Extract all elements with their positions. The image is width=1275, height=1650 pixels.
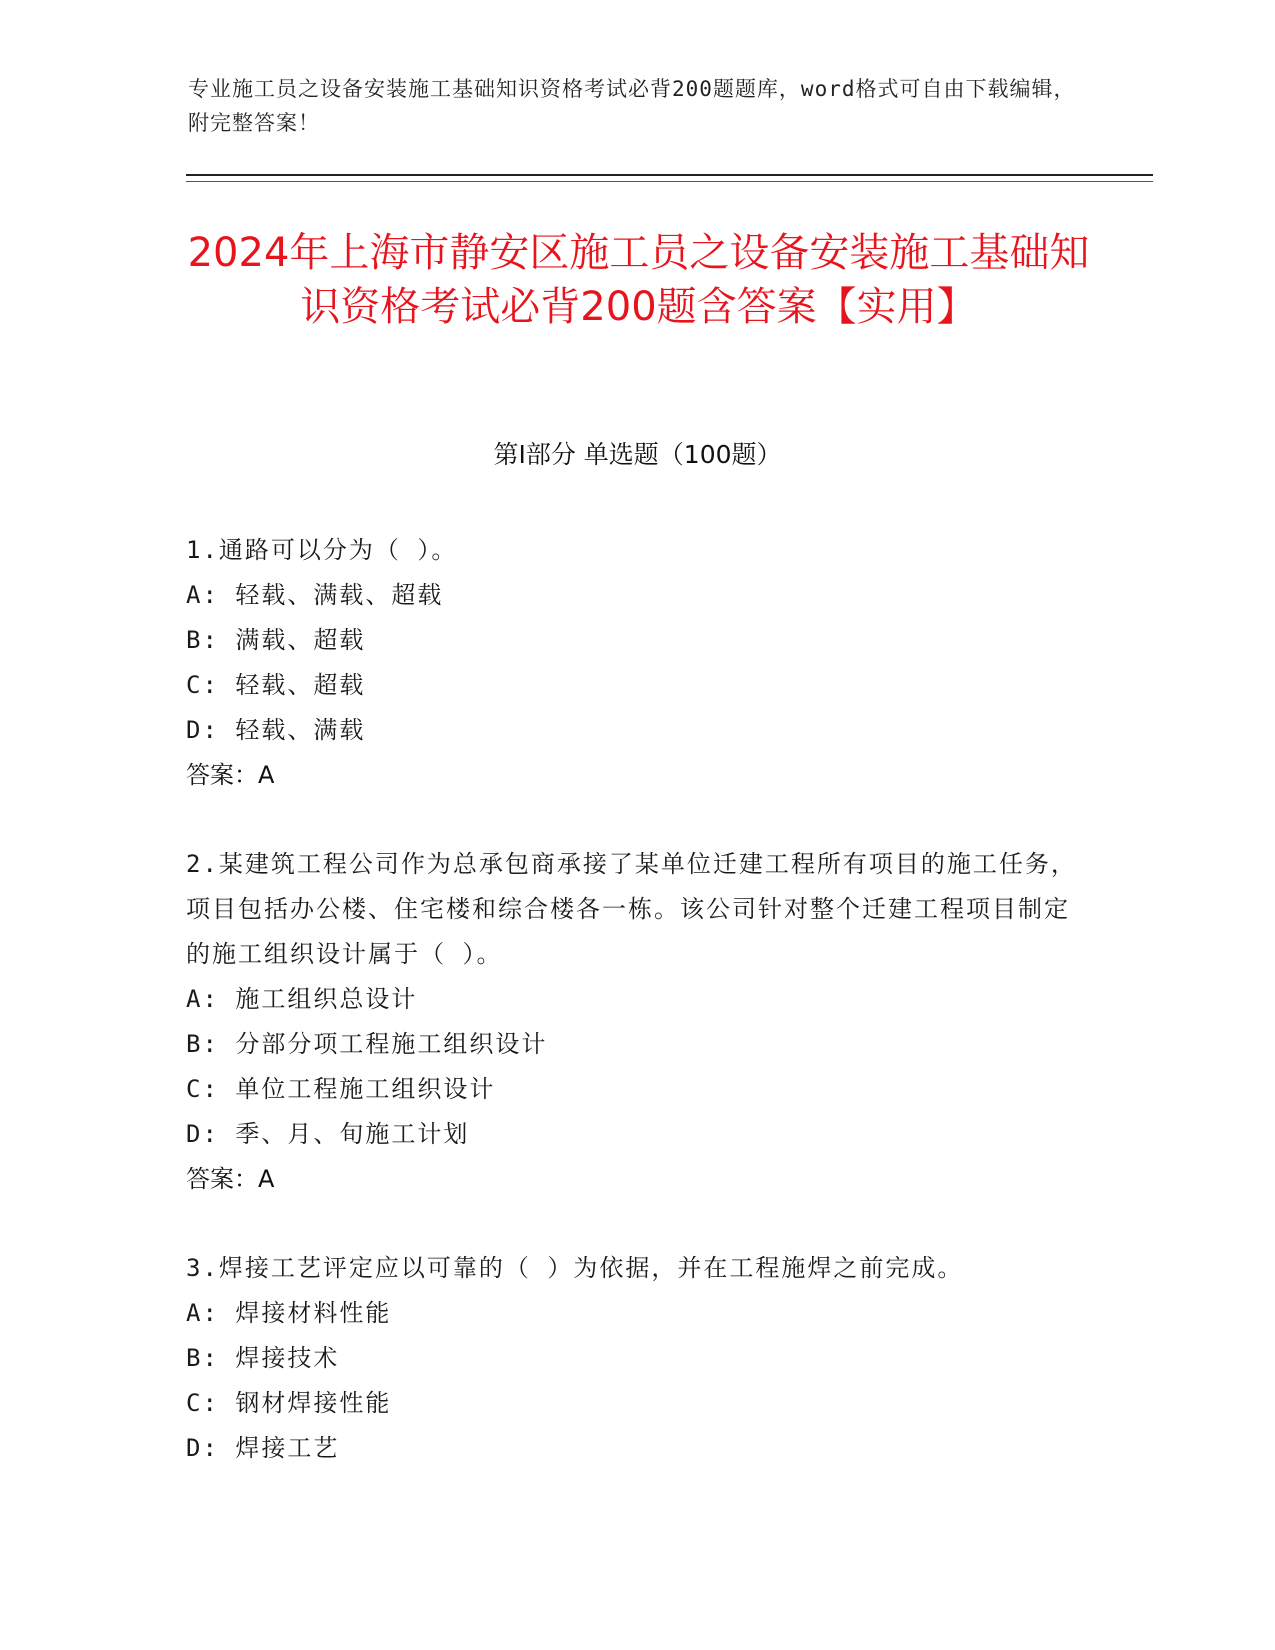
header-rule-thin [186,181,1153,182]
question-text: 1.通路可以分为（ ）。 [186,536,458,564]
question-3 [186,1246,1086,1471]
answer: 答案：A [186,761,275,789]
option-a: A: 施工组织总设计 [186,985,418,1013]
document-title: 2024年上海市静安区施工员之设备安装施工基础知识资格考试必背200题含答案【实用】 [187,230,1090,330]
question-text: 2.某建筑工程公司作为总承包商承接了某单位迁建工程所有项目的施工任务，项目包括办公楼、住宅楼和综合楼各一栋。该公司针对整个迁建工程项目制定的施工组织设计属于（ ）。 [186,850,1077,968]
option-d: D: 季、月、旬施工计划 [186,1120,470,1148]
question-1 [186,528,1086,798]
option-a: A: 轻载、满载、超载 [186,581,444,609]
question-list [186,528,1086,1515]
option-d: D: 焊接工艺 [186,1434,340,1462]
header-rule-thick [186,174,1153,176]
option-c: C: 钢材焊接性能 [186,1389,392,1417]
option-d: D: 轻载、满载 [186,716,366,744]
option-b: B: 满载、超载 [186,626,366,654]
section-title: 第I部分 单选题（100题） [493,440,782,469]
question-2 [186,842,1086,1202]
option-c: C: 单位工程施工组织设计 [186,1075,496,1103]
option-b: B: 焊接技术 [186,1344,340,1372]
header-note: 专业施工员之设备安装施工基础知识资格考试必背200题题库，word格式可自由下载编辑，附完整答案！ [188,77,1076,135]
question-text: 3.焊接工艺评定应以可靠的（ ）为依据，并在工程施焊之前完成。 [186,1254,964,1282]
answer: 答案：A [186,1165,275,1193]
option-a: A: 焊接材料性能 [186,1299,392,1327]
option-c: C: 轻载、超载 [186,671,366,699]
option-b: B: 分部分项工程施工组织设计 [186,1030,548,1058]
